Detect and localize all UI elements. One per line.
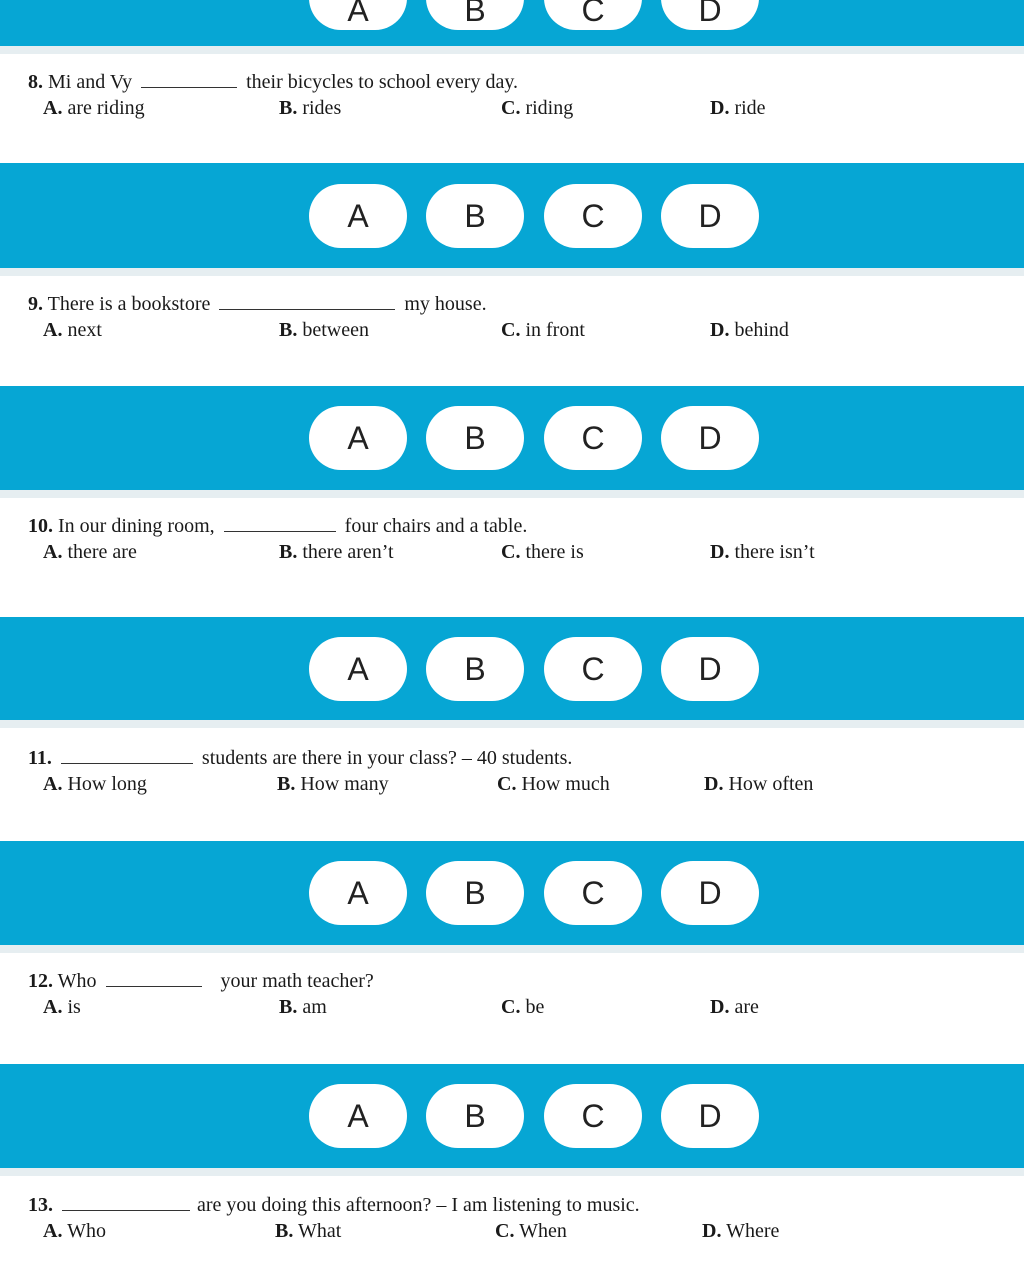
- question-number: 8.: [28, 71, 43, 93]
- option-a: A. How long: [43, 773, 147, 795]
- answer-button-c[interactable]: C: [544, 184, 642, 248]
- answer-button-d[interactable]: D: [661, 0, 759, 30]
- divider: [0, 945, 1024, 953]
- question-text-post: are you doing this afternoon? – I am listening to music.: [197, 1194, 640, 1216]
- question-text-post: four chairs and a table.: [344, 515, 528, 537]
- option-b: B. rides: [279, 97, 342, 119]
- answer-button-d[interactable]: D: [661, 637, 759, 701]
- question-stem: [28, 1192, 640, 1218]
- answer-blank: [141, 69, 237, 88]
- answer-blank: [61, 745, 193, 764]
- answer-button-c[interactable]: C: [544, 637, 642, 701]
- question-text-post: my house.: [404, 293, 487, 315]
- divider: [0, 490, 1024, 498]
- question-number: 12.: [28, 970, 53, 992]
- divider: [0, 268, 1024, 276]
- divider: [0, 46, 1024, 54]
- question-text-pre: Who: [57, 970, 97, 992]
- question-text-post: your math teacher?: [220, 970, 374, 992]
- question-text-pre: There is a bookstore: [47, 293, 211, 315]
- question-number: 9.: [28, 293, 43, 315]
- answer-blank: [106, 968, 202, 987]
- answer-button-d[interactable]: D: [661, 406, 759, 470]
- answer-button-a[interactable]: A: [309, 1084, 407, 1148]
- divider: [0, 720, 1024, 728]
- answer-button-c[interactable]: C: [544, 0, 642, 30]
- answer-blank: [224, 513, 336, 532]
- answer-button-d[interactable]: D: [661, 1084, 759, 1148]
- answer-band-8: [0, 163, 1024, 268]
- option-b: B. am: [279, 996, 327, 1018]
- answer-button-d[interactable]: D: [661, 184, 759, 248]
- answer-button-b[interactable]: B: [426, 637, 524, 701]
- option-a: A. there are: [43, 541, 137, 563]
- answer-band-11: [0, 841, 1024, 945]
- divider: [0, 1168, 1024, 1176]
- option-d: D. ride: [710, 97, 766, 119]
- option-c: C. riding: [501, 97, 574, 119]
- answer-band-9: [0, 386, 1024, 490]
- option-a: A. are riding: [43, 97, 145, 119]
- option-d: D. Where: [702, 1220, 780, 1242]
- answer-button-c[interactable]: C: [544, 861, 642, 925]
- option-a: A. Who: [43, 1220, 106, 1242]
- question-text-post: their bicycles to school every day.: [246, 71, 519, 93]
- answer-button-a[interactable]: A: [309, 184, 407, 248]
- answer-button-b[interactable]: B: [426, 861, 524, 925]
- question-number: 11.: [28, 747, 52, 769]
- answer-button-a[interactable]: A: [309, 0, 407, 30]
- option-a: A. next: [43, 319, 102, 341]
- option-c: C. there is: [501, 541, 584, 563]
- question-number: 10.: [28, 515, 53, 537]
- option-d: D. behind: [710, 319, 789, 341]
- answer-button-b[interactable]: B: [426, 1084, 524, 1148]
- answer-button-b[interactable]: B: [426, 0, 524, 30]
- question-text-pre: In our dining room,: [58, 515, 215, 537]
- option-b: B. there aren’t: [279, 541, 394, 563]
- answer-blank: [62, 1192, 190, 1211]
- option-b: B. What: [275, 1220, 342, 1242]
- question-text-post: students are there in your class? – 40 students.: [201, 747, 573, 769]
- option-c: C. in front: [501, 319, 585, 341]
- answer-button-b[interactable]: B: [426, 406, 524, 470]
- option-b: B. between: [279, 319, 369, 341]
- option-c: C. When: [495, 1220, 567, 1242]
- answer-button-d[interactable]: D: [661, 861, 759, 925]
- question-stem: [28, 513, 527, 539]
- question-text-pre: Mi and Vy: [48, 71, 133, 93]
- option-b: B. How many: [277, 773, 389, 795]
- answer-button-c[interactable]: C: [544, 406, 642, 470]
- question-stem: [28, 745, 572, 771]
- question-stem: [28, 291, 487, 317]
- answer-button-c[interactable]: C: [544, 1084, 642, 1148]
- option-d: D. How often: [704, 773, 814, 795]
- answer-button-b[interactable]: B: [426, 184, 524, 248]
- answer-band-7: [0, 0, 1024, 46]
- option-d: D. are: [710, 996, 759, 1018]
- answer-button-a[interactable]: A: [309, 861, 407, 925]
- question-stem: [28, 69, 518, 95]
- answer-button-a[interactable]: A: [309, 406, 407, 470]
- answer-band-10: [0, 617, 1024, 720]
- option-c: C. How much: [497, 773, 610, 795]
- question-stem: [28, 968, 374, 994]
- question-number: 13.: [28, 1194, 53, 1216]
- option-c: C. be: [501, 996, 545, 1018]
- option-a: A. is: [43, 996, 81, 1018]
- option-d: D. there isn’t: [710, 541, 815, 563]
- answer-button-a[interactable]: A: [309, 637, 407, 701]
- answer-blank: [219, 291, 395, 310]
- answer-band-12: [0, 1064, 1024, 1168]
